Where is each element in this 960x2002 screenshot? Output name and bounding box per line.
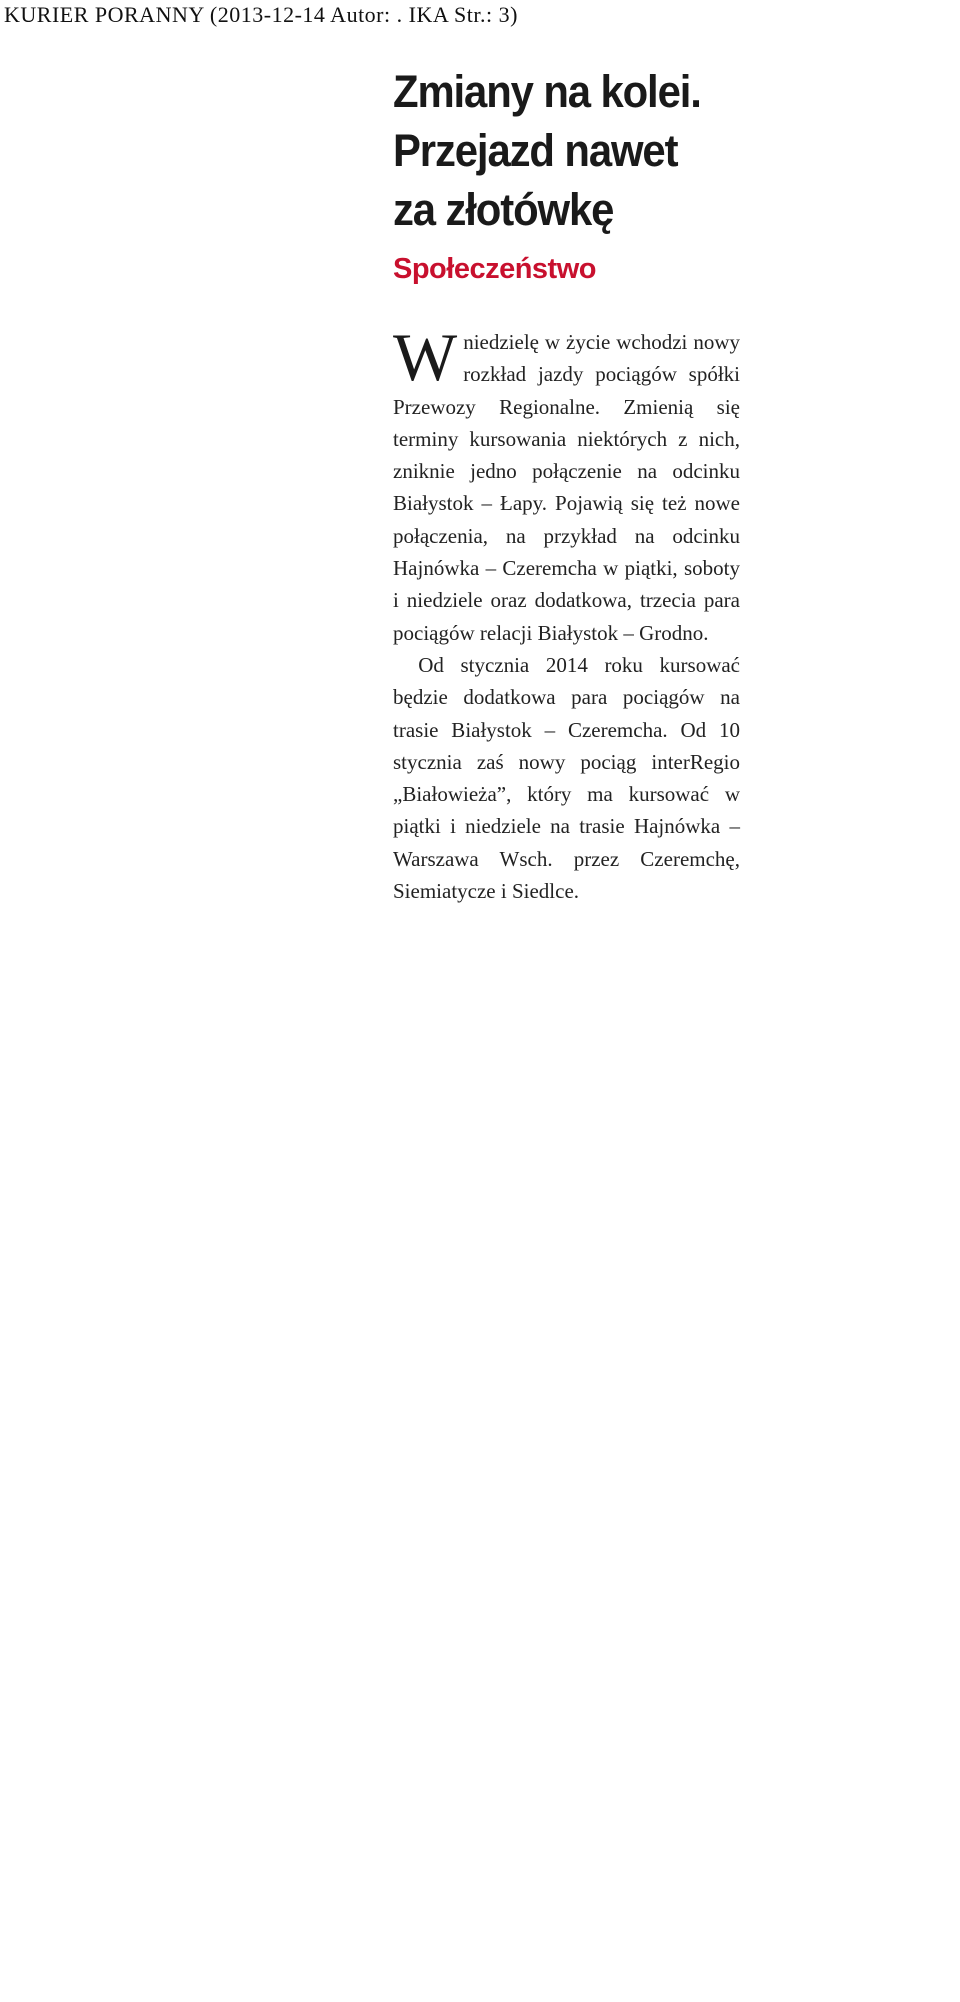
article-body xyxy=(393,319,740,907)
section-label: Społeczeństwo xyxy=(393,253,596,285)
paragraph-1-text: niedzielę w życie wchodzi nowy rozkład jazdy pociągów spółki Przewozy Regionalne. Zmienią się terminy kursowania niektórych z nich, zniknie jedno połączenie na odcinku Białystok – Łapy. Pojawią się też nowe połączenia, na przykład na odcinku Hajnówka – Czeremcha w piątki, soboty i niedziele oraz dodatkowa, trzecia para pociągów relacji Białystok – Grodno. xyxy=(393,330,740,645)
drop-cap: W xyxy=(393,319,458,395)
headline-line-3: za złotówkę xyxy=(393,184,614,235)
article xyxy=(393,62,740,907)
headline xyxy=(393,62,716,239)
paragraph-1 xyxy=(393,319,740,649)
source-line: KURIER PORANNY (2013-12-14 Autor: . IKA Str.: 3) xyxy=(4,2,518,27)
headline-line-1: Zmiany na kolei. xyxy=(393,66,701,117)
paragraph-2: Od stycznia 2014 roku kursować będzie dodatkowa para pociągów na trasie Białystok – Czeremcha. Od 10 stycznia zaś nowy pociąg interRegio „Białowieża”, który ma kursować w piątki i niedziele na trasie Hajnówka – Warszawa Wsch. przez Czeremchę, Siemiatycze i Siedlce. xyxy=(393,652,740,904)
headline-line-2: Przejazd nawet xyxy=(393,125,678,176)
